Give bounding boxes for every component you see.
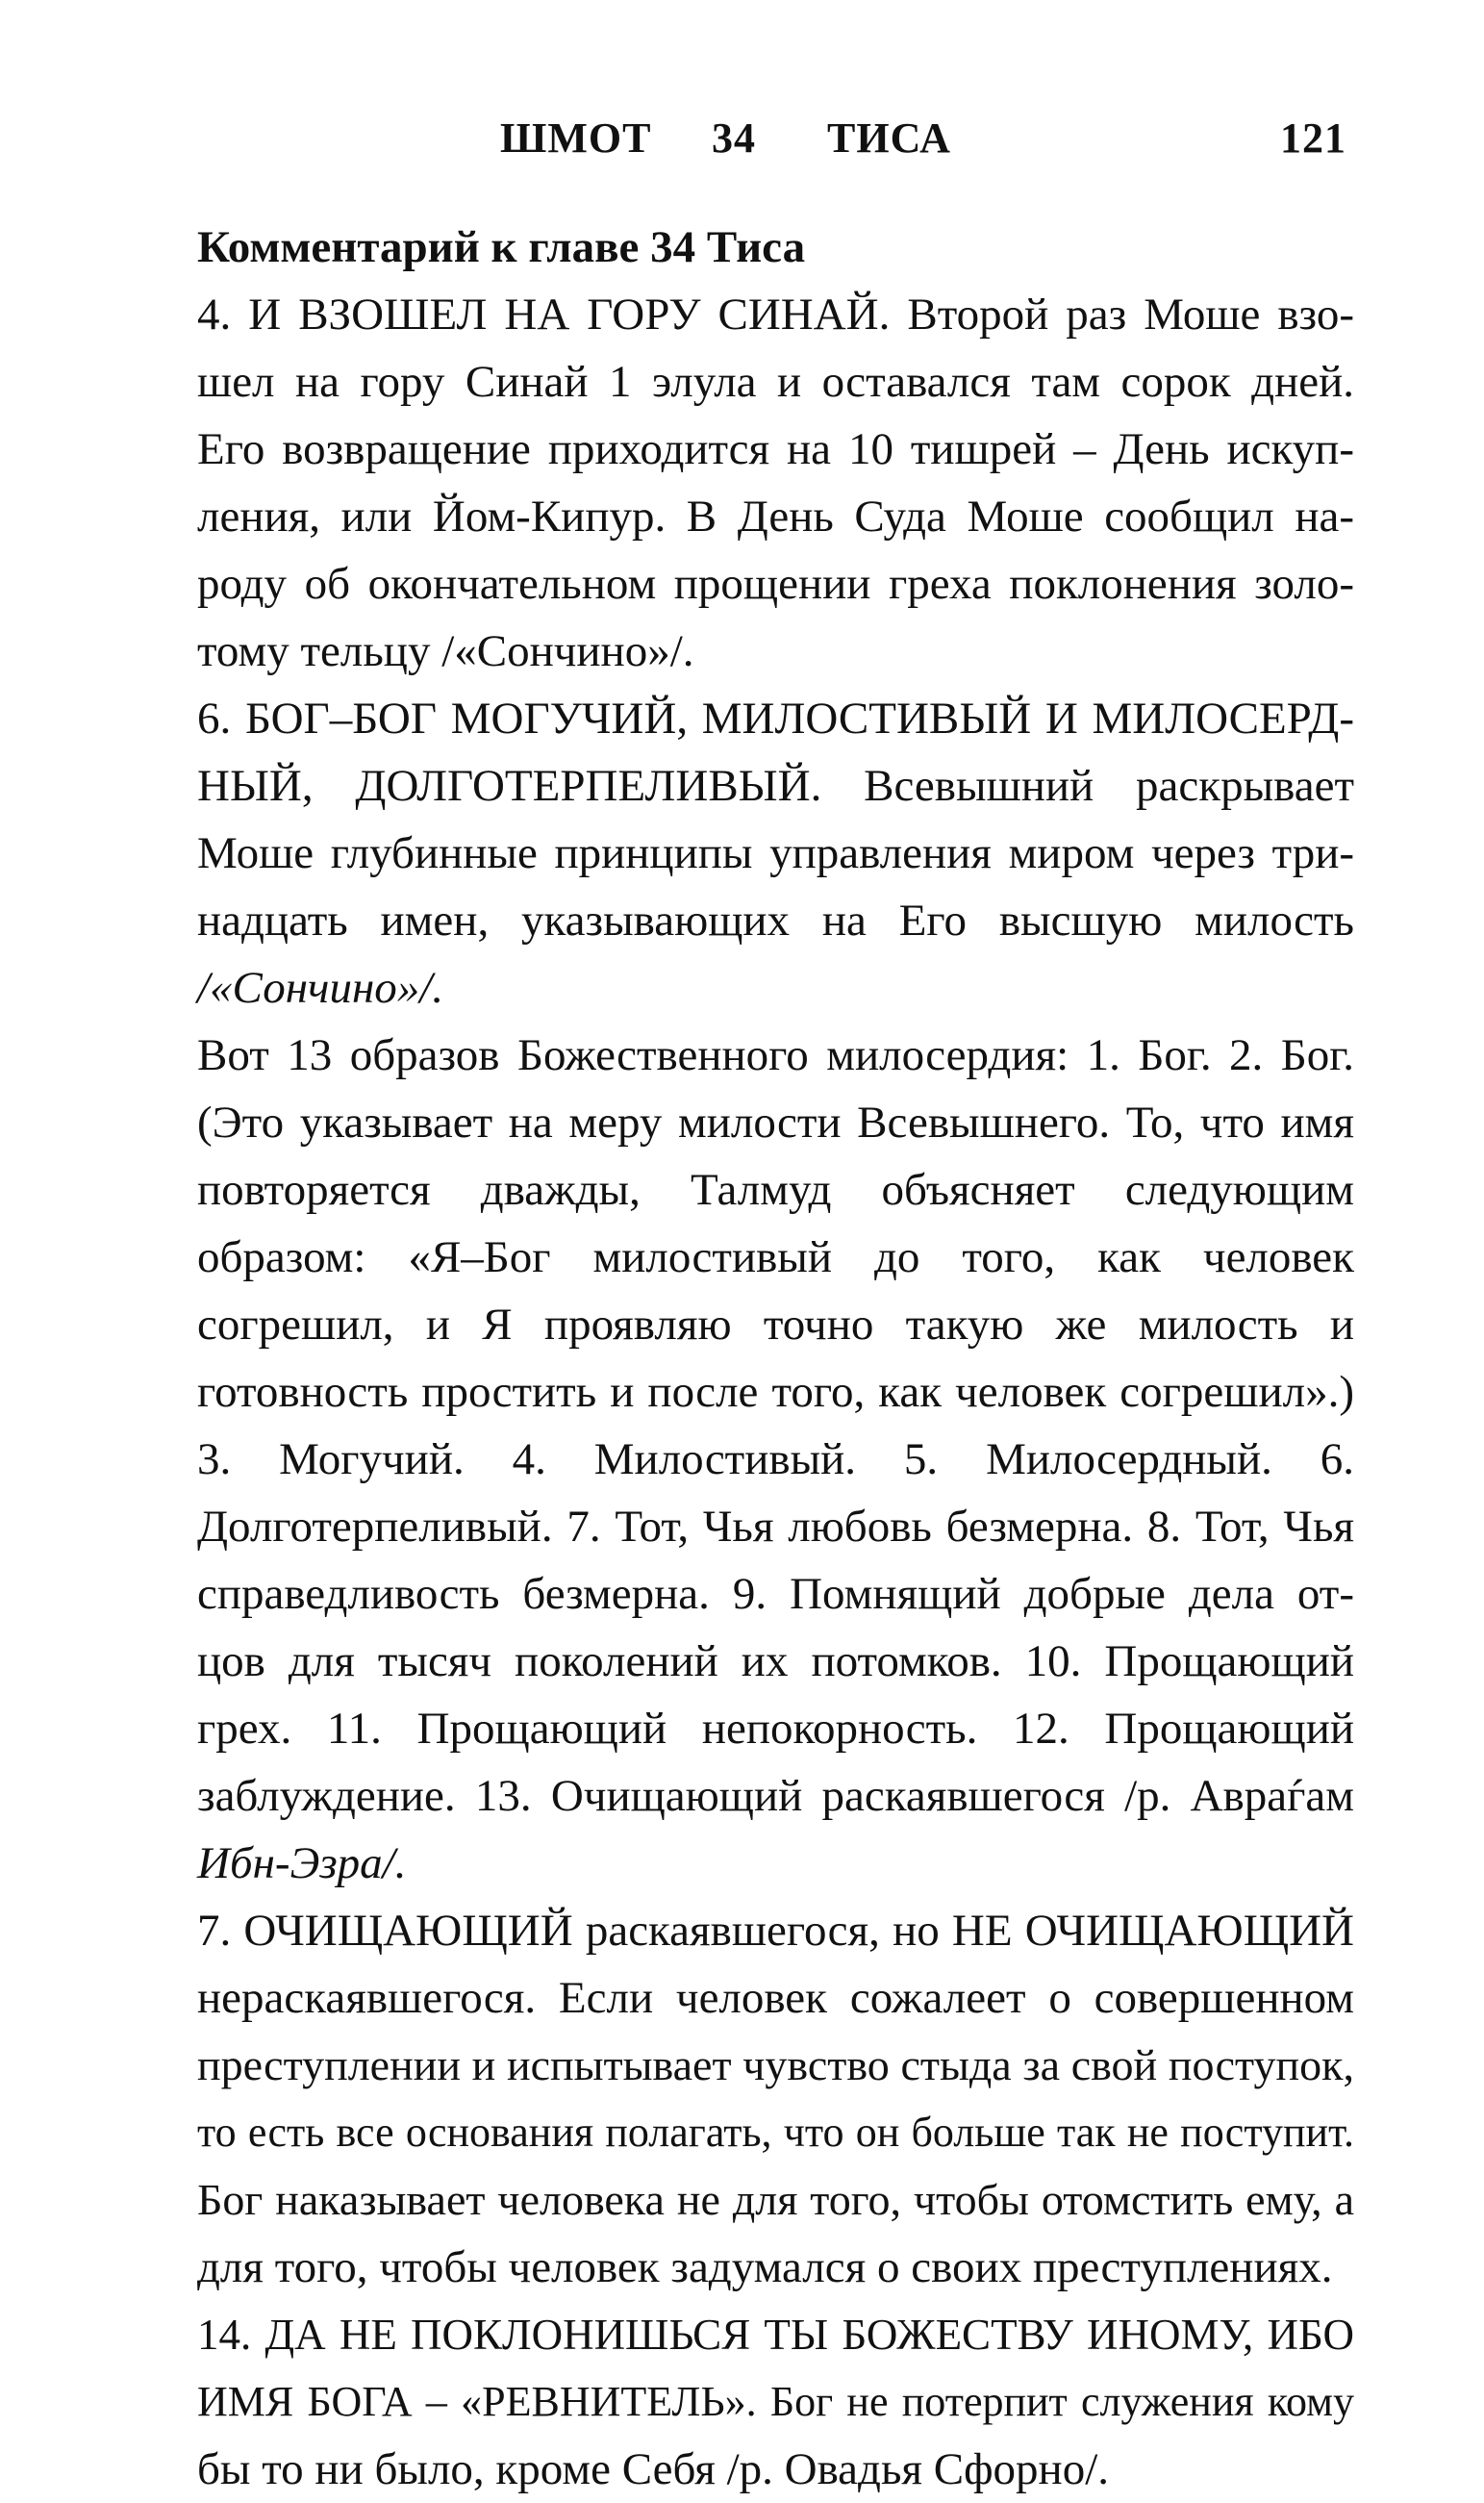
text-line: для того, чтобы человек задумался о своих преступлениях. xyxy=(197,2242,1333,2292)
text-line: 4. И ВЗОШЕЛ НА ГОРУ СИНАЙ. Второй раз Моше взо- xyxy=(197,290,1354,340)
text-line: 7. ОЧИЩАЮЩИЙ раскаявшегося, но НЕ ОЧИЩАЮЩИЙ xyxy=(197,1906,1354,1956)
text-line: повторяется дважды, Талмуд объясняет следующим xyxy=(197,1165,1354,1215)
text-line: (Это указывает на меру милости Всевышнего. То, что имя xyxy=(197,1098,1354,1148)
commentary-heading: Комментарий к главе 34 Тиса xyxy=(197,222,806,272)
text-line: ления, или Йом-Кипур. В День Суда Моше сообщил на- xyxy=(197,492,1354,542)
text-line: Вот 13 образов Божественного милосердия: 1. Бог. 2. Бог. xyxy=(197,1030,1354,1080)
running-header xyxy=(192,114,1346,171)
text-line: грех. 11. Прощающий непокорность. 12. Прощающий xyxy=(197,1704,1354,1754)
text-line: надцать имен, указывающих на Его высшую милость xyxy=(197,896,1354,946)
text-line: справедливость безмерна. 9. Помнящий добрые дела от- xyxy=(197,1569,1354,1619)
text-line: Ибн-Эзра/. xyxy=(197,1838,407,1888)
text-line: бы то ни было, кроме Себя /р. Овадья Сфорно/. xyxy=(197,2444,1110,2494)
header-chapter-number: 34 xyxy=(712,114,756,162)
header-book-title: ШМОТ xyxy=(500,114,652,162)
text-line: 14. ДА НЕ ПОКЛОНИШЬСЯ ТЫ БОЖЕСТВУ ИНОМУ, ИБО xyxy=(197,2311,1354,2359)
text-line: нераскаявшегося. Если человек сожалеет о совершенном xyxy=(197,1973,1354,2023)
page-number: 121 xyxy=(1280,114,1346,162)
text-line: тому тельцу /«Сончино»/. xyxy=(197,626,694,676)
text-line: образом: «Я–Бог милостивый до того, как человек xyxy=(197,1232,1354,1282)
text-line: 6. БОГ–БОГ МОГУЧИЙ, МИЛОСТИВЫЙ И МИЛОСЕРД- xyxy=(197,694,1354,744)
text-line: преступлении и испытывает чувство стыда за свой поступок, xyxy=(197,2040,1354,2089)
text-line: роду об окончательном прощении греха поклонения золо- xyxy=(197,559,1354,609)
text-line: шел на гору Синай 1 элула и оставался там сорок дней. xyxy=(197,357,1354,407)
text-line: заблуждение. 13. Очищающий раскаявшегося /р. Авраѓам xyxy=(197,1771,1354,1821)
text-line: Моше глубинные принципы управления миром через три- xyxy=(197,828,1354,878)
header-portion-name: ТИСА xyxy=(827,114,951,162)
text-line: Долготерпеливый. 7. Тот, Чья любовь безмерна. 8. Тот, Чья xyxy=(197,1502,1354,1552)
text-line: Его возвращение приходится на 10 тишрей – День искуп- xyxy=(197,424,1354,474)
commentary-text xyxy=(197,214,1354,2503)
text-line: Бог наказывает человека не для того, чтобы отомстить ему, а xyxy=(197,2175,1354,2224)
text-line: 3. Могучий. 4. Милостивый. 5. Милосердный. 6. xyxy=(197,1434,1354,1484)
text-line: НЫЙ, ДОЛГОТЕРПЕЛИВЫЙ. Всевышний раскрывает xyxy=(197,761,1354,811)
text-line: то есть все основания полагать, что он больше так не поступит. xyxy=(197,2109,1354,2156)
text-line: готовность простить и после того, как человек согрешил».) xyxy=(197,1367,1354,1417)
text-line: цов для тысяч поколений их потомков. 10. Прощающий xyxy=(197,1636,1354,1686)
text-line: /«Сончино»/. xyxy=(197,963,444,1013)
text-line: ИМЯ БОГА – «РЕВНИТЕЛЬ». Бог не потерпит служения кому xyxy=(197,2378,1354,2425)
text-line: согрешил, и Я проявляю точно такую же милость и xyxy=(197,1300,1354,1350)
